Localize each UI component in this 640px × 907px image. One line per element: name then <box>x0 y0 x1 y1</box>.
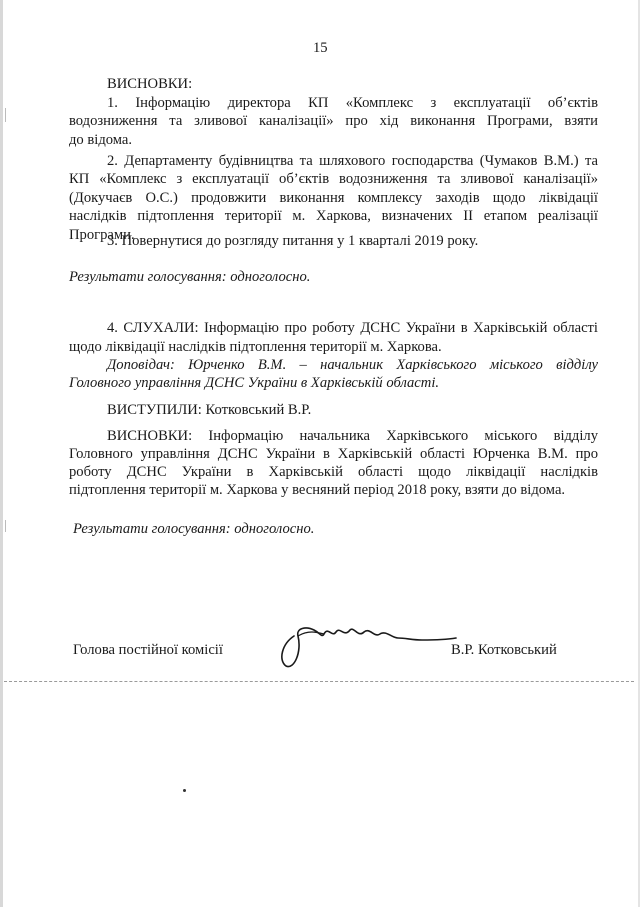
signature-position: Голова постійної комісії <box>73 642 223 658</box>
conclusion-line: (Докучаєв О.С.) продовжити виконання комплексу заходів щодо ліквідації <box>69 190 598 206</box>
page-number: 15 <box>313 40 328 56</box>
heard-line: 4. СЛУХАЛИ: Інформацію про роботу ДСНС України в Харківській області <box>107 320 598 336</box>
signature-name: В.Р. Котковський <box>451 642 557 658</box>
conclusion-line: підтоплення території м. Харкова у весняний період 2018 року, взяти до відома. <box>69 482 566 498</box>
scan-mark <box>5 520 6 532</box>
conclusion-line: 2. Департаменту будівництва та шляхового господарства (Чумаков В.М.) та <box>107 153 598 169</box>
reporter-line: Головного управління ДСНС України в Харківській області. <box>69 375 440 391</box>
scan-divider <box>4 681 634 682</box>
scan-speck <box>183 789 186 792</box>
speakers-line: ВИСТУПИЛИ: Котковський В.Р. <box>107 402 312 418</box>
conclusion-line: Головного управління ДСНС України в Харківській області Юрченка В.М. про <box>69 446 598 462</box>
conclusion-line: 3. Повернутися до розгляду питання у 1 кварталі 2019 року. <box>107 233 479 249</box>
conclusions-heading: ВИСНОВКИ: <box>107 76 193 92</box>
conclusion-line: ВИСНОВКИ: Інформацію начальника Харківського міського відділу <box>107 428 598 444</box>
conclusion-line: водозниження та зливової каналізації» про хід виконання Програми, взяти <box>69 113 598 129</box>
conclusion-line: 1. Інформацію директора КП «Комплекс з експлуатації об’єктів <box>107 95 598 111</box>
vote-result: Результати голосування: одноголосно. <box>69 269 311 285</box>
heard-line: щодо ліквідації наслідків підтоплення території м. Харкова. <box>69 339 442 355</box>
vote-result: Результати голосування: одноголосно. <box>73 521 315 537</box>
conclusion-line: Програми. <box>69 227 135 243</box>
scan-left-edge <box>0 0 3 907</box>
conclusion-line: роботу ДСНС України в Харківській області щодо ліквідації наслідків <box>69 464 598 480</box>
reporter-line: Доповідач: Юрченко В.М. – начальник Харківського міського відділу <box>107 357 598 373</box>
conclusion-line: до відома. <box>69 132 133 148</box>
scan-mark <box>5 108 6 122</box>
conclusion-line: наслідків підтоплення території м. Харкова, визначених ІІ етапом реалізації <box>69 208 598 224</box>
handwritten-signature <box>272 616 458 672</box>
conclusion-line: КП «Комплекс з експлуатації об’єктів водозниження та зливової каналізації» <box>69 171 598 187</box>
